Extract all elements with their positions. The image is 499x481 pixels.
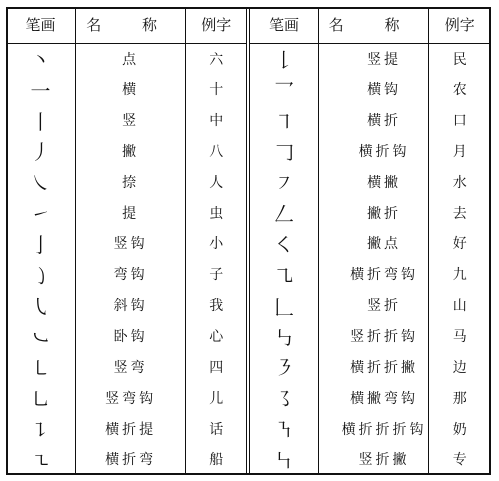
stroke-glyph-right: ㇞ bbox=[248, 444, 318, 475]
header-stroke-right: 笔画 bbox=[248, 7, 318, 43]
example-char-left: 十 bbox=[186, 74, 249, 105]
stroke-glyph-right: ㇛ bbox=[248, 228, 318, 259]
example-char-left: 人 bbox=[186, 166, 249, 197]
example-char-right: 那 bbox=[452, 390, 467, 407]
stroke-name-left: 弯钩 bbox=[76, 259, 186, 290]
stroke-name-left: 横折弯 bbox=[76, 444, 186, 475]
stroke-glyph-right: ㇉ bbox=[248, 321, 318, 352]
stroke-glyph-left: ㇀ bbox=[6, 197, 76, 228]
example-char-right: 专 bbox=[452, 452, 467, 469]
stroke-name-left: 撇 bbox=[76, 136, 186, 167]
stroke-name-right: 横折钩 bbox=[318, 136, 428, 167]
example-char-left: 四 bbox=[186, 351, 249, 382]
stroke-glyph-left: ㇊ bbox=[6, 413, 76, 444]
stroke-glyph-right: 𠄌 bbox=[248, 43, 318, 74]
stroke-name-left: 竖弯钩 bbox=[76, 382, 186, 413]
stroke-glyph-left: ㇁ bbox=[6, 259, 76, 290]
stroke-name-right: 横折折折钩 bbox=[318, 413, 428, 444]
example-char-right: 去 bbox=[452, 205, 467, 222]
header-name-right: 名 称 bbox=[318, 7, 428, 43]
example-char-left: 子 bbox=[186, 259, 249, 290]
stroke-name-right: 横折弯钩 bbox=[318, 259, 428, 290]
example-char-left: 中 bbox=[186, 105, 249, 136]
stroke-glyph-right: ㇇ bbox=[248, 166, 318, 197]
stroke-name-left: 竖钩 bbox=[76, 228, 186, 259]
example-char-right: 水 bbox=[452, 174, 467, 191]
stroke-name-left: 卧钩 bbox=[76, 321, 186, 352]
stroke-name-left: 竖 bbox=[76, 105, 186, 136]
stroke-name-right: 撇点 bbox=[318, 228, 428, 259]
stroke-glyph-left: 丿 bbox=[6, 136, 76, 167]
header-example-right: 例字 bbox=[428, 7, 491, 43]
stroke-name-right: 横折折撇 bbox=[318, 351, 428, 382]
table-border bbox=[6, 7, 491, 475]
example-char-right: 奶 bbox=[452, 421, 467, 438]
header-example-left: 例字 bbox=[186, 7, 249, 43]
stroke-glyph-left: ㇏ bbox=[6, 166, 76, 197]
example-char-left: 八 bbox=[186, 136, 249, 167]
stroke-glyph-left: ㇍ bbox=[6, 444, 76, 475]
stroke-glyph-right: 𠃌 bbox=[248, 136, 318, 167]
stroke-name-right: 竖折撇 bbox=[318, 444, 428, 475]
example-char-left: 我 bbox=[186, 290, 249, 321]
example-char-left: 船 bbox=[186, 444, 249, 475]
stroke-name-right: 横撇 bbox=[318, 166, 428, 197]
header-stroke-left: 笔画 bbox=[6, 7, 76, 43]
example-char-right: 山 bbox=[452, 298, 467, 315]
stroke-glyph-left: 丨 bbox=[6, 105, 76, 136]
example-char-left: 小 bbox=[186, 228, 249, 259]
stroke-glyph-right: ㇋ bbox=[248, 351, 318, 382]
stroke-name-right: 撇折 bbox=[318, 197, 428, 228]
stroke-name-right: 横撇弯钩 bbox=[318, 382, 428, 413]
stroke-glyph-right: 𠃋 bbox=[248, 197, 318, 228]
stroke-name-right: 横折 bbox=[318, 105, 428, 136]
example-char-right: 马 bbox=[452, 329, 467, 346]
stroke-glyph-left: 亅 bbox=[6, 228, 76, 259]
example-char-left: 心 bbox=[186, 321, 249, 352]
stroke-glyph-right: ㇈ bbox=[248, 259, 318, 290]
stroke-name-left: 点 bbox=[76, 43, 186, 74]
stroke-name-left: 提 bbox=[76, 197, 186, 228]
example-char-right: 民 bbox=[452, 51, 467, 68]
stroke-glyph-left: ㇟ bbox=[6, 382, 76, 413]
stroke-glyph-right: ㇕ bbox=[248, 105, 318, 136]
stroke-glyph-right: 𠃊 bbox=[248, 290, 318, 321]
stroke-glyph-left: ㇂ bbox=[6, 290, 76, 321]
stroke-name-left: 捺 bbox=[76, 166, 186, 197]
stroke-name-right: 竖提 bbox=[318, 43, 428, 74]
stroke-name-left: 竖弯 bbox=[76, 351, 186, 382]
stroke-name-right: 横钩 bbox=[318, 74, 428, 105]
example-char-right: 月 bbox=[452, 143, 467, 160]
example-char-right: 口 bbox=[452, 113, 467, 130]
example-char-right: 农 bbox=[452, 82, 467, 99]
stroke-glyph-left: ㇄ bbox=[6, 351, 76, 382]
example-char-left: 话 bbox=[186, 413, 249, 444]
stroke-glyph-right: 乛 bbox=[248, 74, 318, 105]
example-char-left: 虫 bbox=[186, 197, 249, 228]
stroke-glyph-right: ㇎ bbox=[248, 413, 318, 444]
header-name-left: 名 称 bbox=[76, 7, 186, 43]
stroke-glyph-left: ㇃ bbox=[6, 321, 76, 352]
stroke-glyph-left: 丶 bbox=[6, 43, 76, 74]
stroke-name-left: 横 bbox=[76, 74, 186, 105]
stroke-name-left: 斜钩 bbox=[76, 290, 186, 321]
example-char-right: 九 bbox=[452, 267, 467, 284]
stroke-glyph-right: ㇌ bbox=[248, 382, 318, 413]
example-char-right: 边 bbox=[452, 359, 467, 376]
example-char-right: 好 bbox=[452, 236, 467, 253]
example-char-left: 六 bbox=[186, 43, 249, 74]
example-char-left: 儿 bbox=[186, 382, 249, 413]
stroke-name-right: 竖折折钩 bbox=[318, 321, 428, 352]
stroke-name-right: 竖折 bbox=[318, 290, 428, 321]
stroke-name-left: 横折提 bbox=[76, 413, 186, 444]
stroke-glyph-left: 一 bbox=[6, 74, 76, 105]
